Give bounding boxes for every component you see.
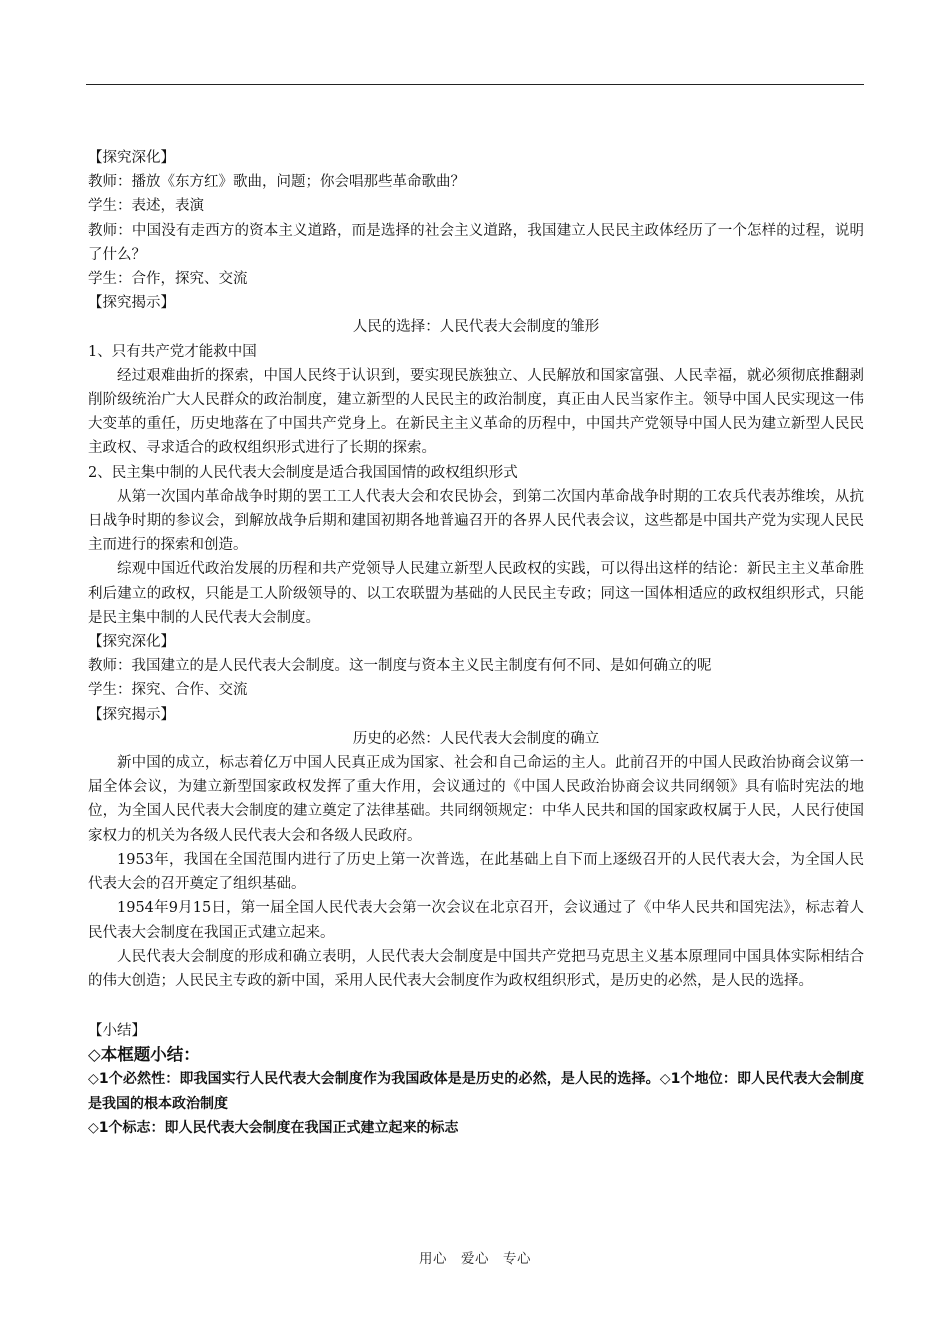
summary-item: ◇1个必然性：即我国实行人民代表大会制度作为我国政体是是历史的必然，是人民的选择。◇1个地位：即人民代表大会制度是我国的根本政治制度: [88, 1071, 864, 1112]
text-line: 教师：中国没有走西方的资本主义道路，而是选择的社会主义道路，我国建立人民民主政体经历了一个怎样的过程，说明了什么？: [88, 222, 864, 263]
section-heading: 【探究深化】: [88, 150, 175, 166]
document-body: [88, 146, 864, 1140]
text-line: 2、民主集中制的人民代表大会制度是适合我国国情的政权组织形式: [88, 464, 518, 481]
text-line: 1、只有共产党才能救中国: [88, 343, 257, 360]
paragraph: 1954年9月15日，第一届全国人民代表大会第一次会议在北京召开，会议通过了《中华人民共和国宪法》，标志着人民代表大会制度在我国正式建立起来。: [88, 900, 864, 941]
section-heading: 【探究揭示】: [88, 295, 175, 312]
paragraph: 1953年，我国在全国范围内进行了历史上第一次普选，在此基础上自下而上逐级召开的人民代表大会，为全国人民代表大会的召开奠定了组织基础。: [88, 851, 864, 893]
section-heading: 【小结】: [88, 1023, 146, 1040]
text-line: 学生：表述，表演: [88, 198, 204, 215]
paragraph: 经过艰难曲折的探索，中国人民终于认识到，要实现民族独立、人民解放和国家富强、人民幸福，就必须彻底推翻剥削阶级统治广大人民群众的政治制度，建立新型的人民民主的政治制度，真正由人民当家作主。领导中国人民实现这一伟大变革的重任，历史地落在了中国共产党身上。在新民主主义革命的历程中，中国共产党领导中国人民为建立新型人民民主政权、寻求适合的政权组织形式进行了长期的探索。: [88, 367, 864, 457]
section-heading: 【探究揭示】: [88, 706, 175, 723]
section-heading: 【探究深化】: [88, 634, 175, 651]
paragraph: 人民代表大会制度的形成和确立表明，人民代表大会制度是中国共产党把马克思主义基本原理同中国具体实际相结合的伟大创造；人民民主专政的新中国，采用人民代表大会制度作为政权组织形式，是历史的必然，是人民的选择。: [88, 948, 864, 989]
section-title: 人民的选择：人民代表大会制度的雏形: [352, 319, 600, 336]
page-footer: 用心 爱心 专心: [419, 1251, 531, 1267]
text-line: 学生：合作，探究、交流: [88, 271, 248, 288]
paragraph: 新中国的成立，标志着亿万中国人民真正成为国家、社会和自己命运的主人。此前召开的中国人民政治协商会议第一届全体会议，为建立新型国家政权发挥了重大作用，会议通过的《中国人民政治协商会议共同纲领》具有临时宪法的地位，为全国人民代表大会制度的建立奠定了法律基础。共同纲领规定：中华人民共和国的国家政权属于人民，人民行使国家权力的机关为各级人民代表大会和各级人民政府。: [88, 755, 864, 844]
text-line: 教师：我国建立的是人民代表大会制度。这一制度与资本主义民主制度有何不同、是如何确立的呢: [88, 658, 712, 675]
section-title: 历史的必然：人民代表大会制度的确立: [352, 730, 600, 747]
summary-item: ◇1个标志：即人民代表大会制度在我国正式建立起来的标志: [88, 1119, 459, 1136]
summary-heading: ◇本框题小结：: [88, 1045, 200, 1065]
spacer: [88, 993, 864, 1019]
paragraph: 综观中国近代政治发展的历程和共产党领导人民建立新型人民政权的实践，可以得出这样的结论：新民主主义革命胜利后建立的政权，只能是工人阶级领导的、以工农联盟为基础的人民民主专政；同这一国体相适应的政权组织形式，只能是民主集中制的人民代表大会制度。: [88, 561, 864, 626]
paragraph: 从第一次国内革命战争时期的罢工工人代表大会和农民协会，到第二次国内革命战争时期的工农兵代表苏维埃，从抗日战争时期的参议会，到解放战争后期和建国初期各地普遍召开的各界人民代表会议，这些都是中国共产党为实现人民民主而进行的探索和创造。: [88, 488, 864, 554]
header-rule: [86, 84, 864, 85]
text-line: 教师：播放《东方红》歌曲，问题；你会唱那些革命歌曲？: [88, 174, 465, 191]
text-line: 学生：探究、合作、交流: [88, 682, 248, 699]
